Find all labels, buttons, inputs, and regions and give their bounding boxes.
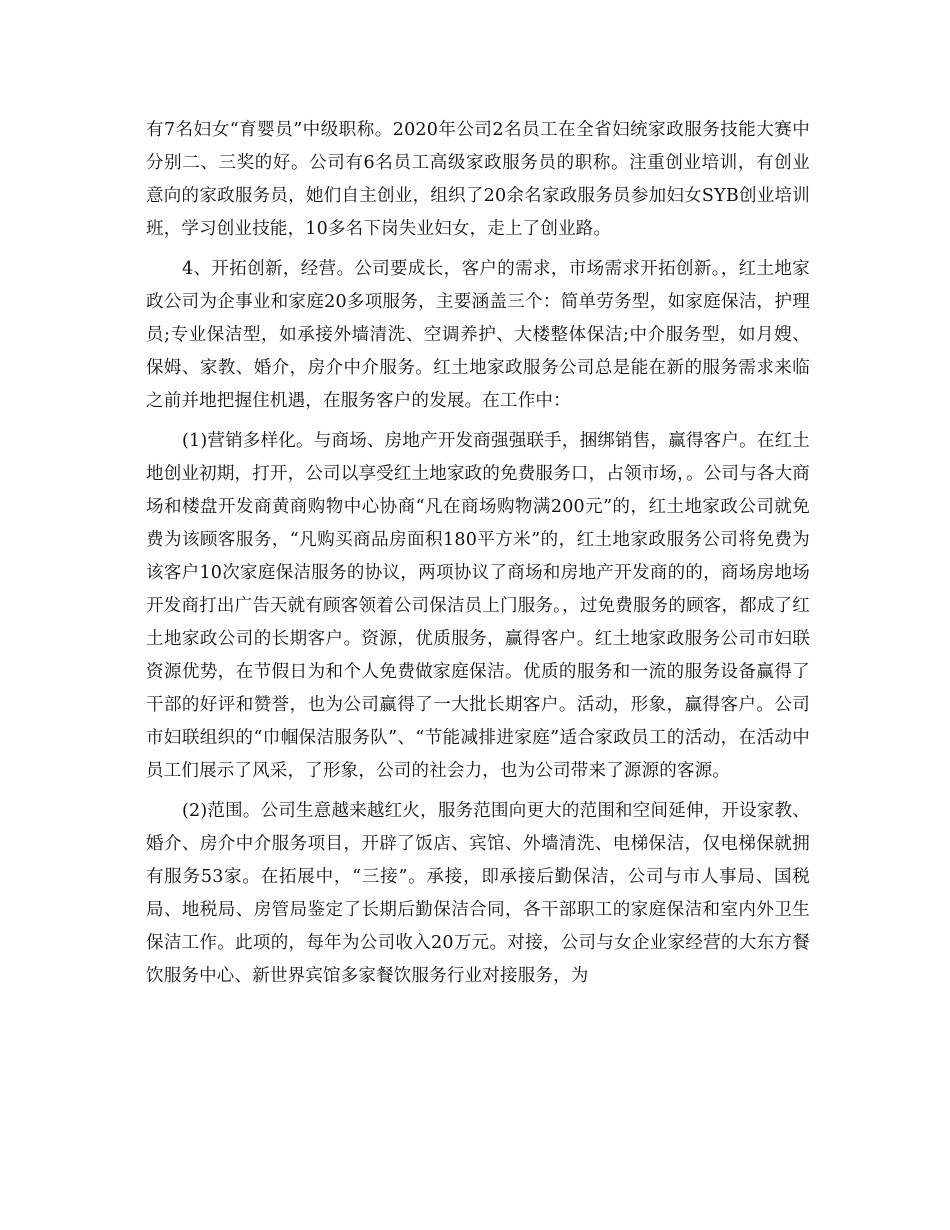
body-text: [146, 114, 810, 993]
paragraph-3: (1)营销多样化。与商场、房地产开发商强强联手，捆绑销售，赢得客户。在红土地创业初期，打开，公司以享受红土地家政的免费服务口，占领市场，。公司与各大商场和楼盘开发商黄商购物中心协商“凡在商场购物满200元”的，红土地家政公司就免费为该顾客服务，“凡购买商品房面积180平方米”的，红土地家政服务公司将免费为该客户10次家庭保洁服务的协议，两项协议了商场和房地产开发商的的，商场房地场开发商打出广告天就有顾客领着公司保洁员上门服务。，过免费服务的顾客，都成了红土地家政公司的长期客户。资源，优质服务，赢得客户。红土地家政服务公司市妇联资源优势，在节假日为和个人免费做家庭保洁。优质的服务和一流的服务设备赢得了干部的好评和赞誉，也为公司赢得了一大批长期客户。活动，形象，赢得客户。公司市妇联组织的“巾帼保洁服务队”、“节能减排进家庭”适合家政员工的活动，在活动中员工们展示了风采，了形象，公司的社会力，也为公司带来了源源的客源。: [146, 431, 810, 781]
paragraph-2: 4、开拓创新，经营。公司要成长，客户的需求，市场需求开拓创新。，红土地家政公司为企事业和家庭20多项服务，主要涵盖三个：简单劳务型，如家庭保洁，护理员;专业保洁型，如承接外墙清洗、空调养护、大楼整体保洁;中介服务型，如月嫂、保姆、家教、婚介，房介中介服务。红土地家政服务公司总是能在新的服务需求来临之前并地把握住机遇，在服务客户的发展。在工作中：: [146, 259, 810, 411]
paragraph-1: 有7名妇女“育婴员”中级职称。2020年公司2名员工在全省妇统家政服务技能大赛中分别二、三奖的好。公司有6名员工高级家政服务员的职称。注重创业培训，有创业意向的家政服务员，她们自主创业，组织了20余名家政服务员参加妇女SYB创业培训班，学习创业技能，10多名下岗失业妇女，走上了创业路。: [146, 120, 810, 239]
paragraph-4: (2)范围。公司生意越来越红火，服务范围向更大的范围和空间延伸，开设家教、婚介、房介中介服务项目，开辟了饭店、宾馆、外墙清洗、电梯保洁，仅电梯保就拥有服务53家。在拓展中，“三接”。承接，即承接后勤保洁，公司与市人事局、国税局、地税局、房管局鉴定了长期后勤保洁合同，各干部职工的家庭保洁和室内外卫生保洁工作。此项的，每年为公司收入20万元。对接，公司与女企业家经营的大东方餐饮服务中心、新世界宾馆多家餐饮服务行业对接服务，为: [146, 801, 810, 986]
